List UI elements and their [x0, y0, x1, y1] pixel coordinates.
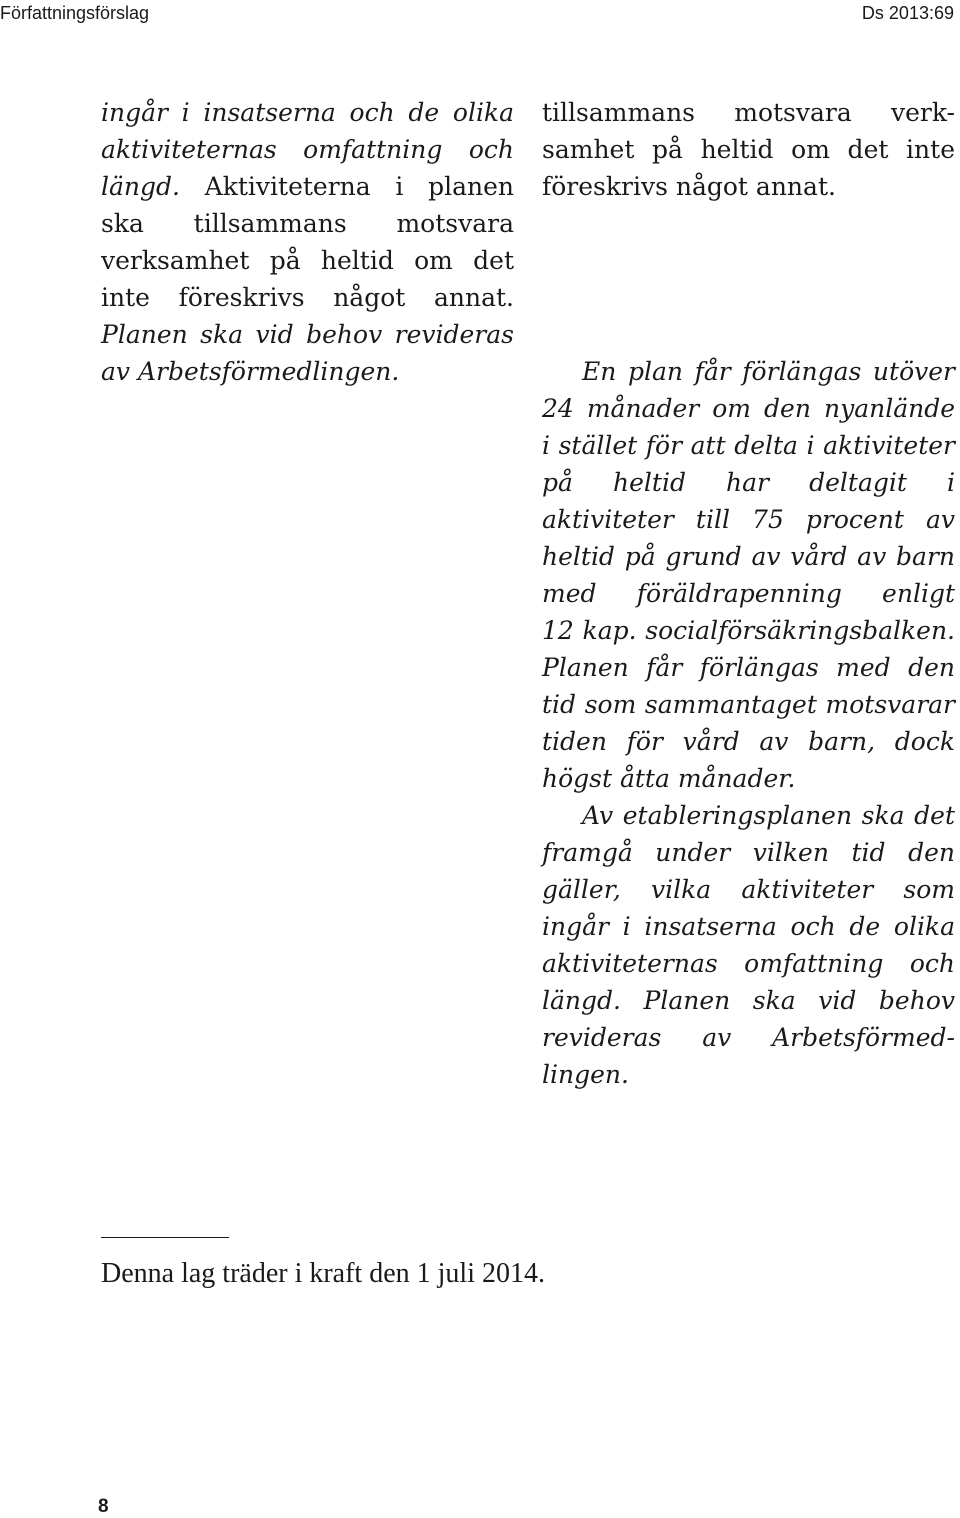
- effective-date-statement: Denna lag träder i kraft den 1 juli 2014.: [101, 1258, 545, 1289]
- text-line: i stället för att delta i aktiviteter: [542, 431, 955, 460]
- text-line: på heltid har deltagit i: [542, 468, 955, 497]
- text-line-mixed: [101, 168, 514, 205]
- text-line: av Arbetsförmedlingen.: [101, 357, 400, 386]
- page-number: 8: [98, 1496, 109, 1517]
- text-line: En plan får förlängas utöver: [582, 357, 955, 386]
- text-line: inte föreskrivs något annat.: [101, 283, 514, 312]
- footnote-divider: [101, 1237, 229, 1238]
- text-line: 12 kap. socialförsäkringsbalken.: [542, 616, 955, 645]
- text-line: tid som sammantaget motsvarar: [542, 690, 955, 719]
- text-line: lingen.: [542, 1060, 629, 1089]
- text-line: Planen ska vid behov revideras: [101, 320, 514, 349]
- left-column-text: [101, 94, 514, 390]
- text-line: tiden för vård av barn, dock: [542, 727, 955, 756]
- text-line: ska tillsammans motsvara: [101, 209, 514, 238]
- text-line: högst åtta månader.: [542, 764, 796, 793]
- text-line: revideras av Arbetsförmed-: [542, 1023, 955, 1052]
- text-segment: längd.: [101, 172, 180, 201]
- text-line: aktiviteter till 75 procent av: [542, 505, 955, 534]
- text-line: framgå under vilken tid den: [542, 838, 955, 867]
- header-section-title: Författningsförslag: [0, 3, 150, 23]
- text-segment: Aktiviteterna i planen: [179, 172, 514, 201]
- text-line: Planen får förlängas med den: [542, 653, 955, 682]
- header-document-id: Ds 2013:69: [861, 3, 954, 23]
- text-line: ingår i insatserna och de olika: [542, 912, 955, 941]
- text-line: längd. Planen ska vid behov: [542, 986, 955, 1015]
- text-line: tillsammans motsvara verk-: [542, 98, 955, 127]
- text-line: heltid på grund av vård av barn: [542, 542, 955, 571]
- text-line: samhet på heltid om det inte: [542, 135, 955, 164]
- text-line: gäller, vilka aktiviteter som: [542, 875, 955, 904]
- text-line: aktiviteternas omfattning och: [542, 949, 955, 978]
- spacer: [542, 205, 955, 353]
- text-line: föreskrivs något annat.: [542, 172, 836, 201]
- right-column-text: [542, 94, 955, 1093]
- text-line: ingår i insatserna och de olika: [101, 98, 514, 127]
- text-line: Av etableringsplanen ska det: [582, 801, 955, 830]
- text-line: aktiviteternas omfattning och: [101, 135, 514, 164]
- text-line: verksamhet på heltid om det: [101, 246, 514, 275]
- page-header: [0, 0, 960, 28]
- text-line: med föräldrapenning enligt: [542, 579, 955, 608]
- text-line: 24 månader om den nyanlände: [542, 394, 955, 423]
